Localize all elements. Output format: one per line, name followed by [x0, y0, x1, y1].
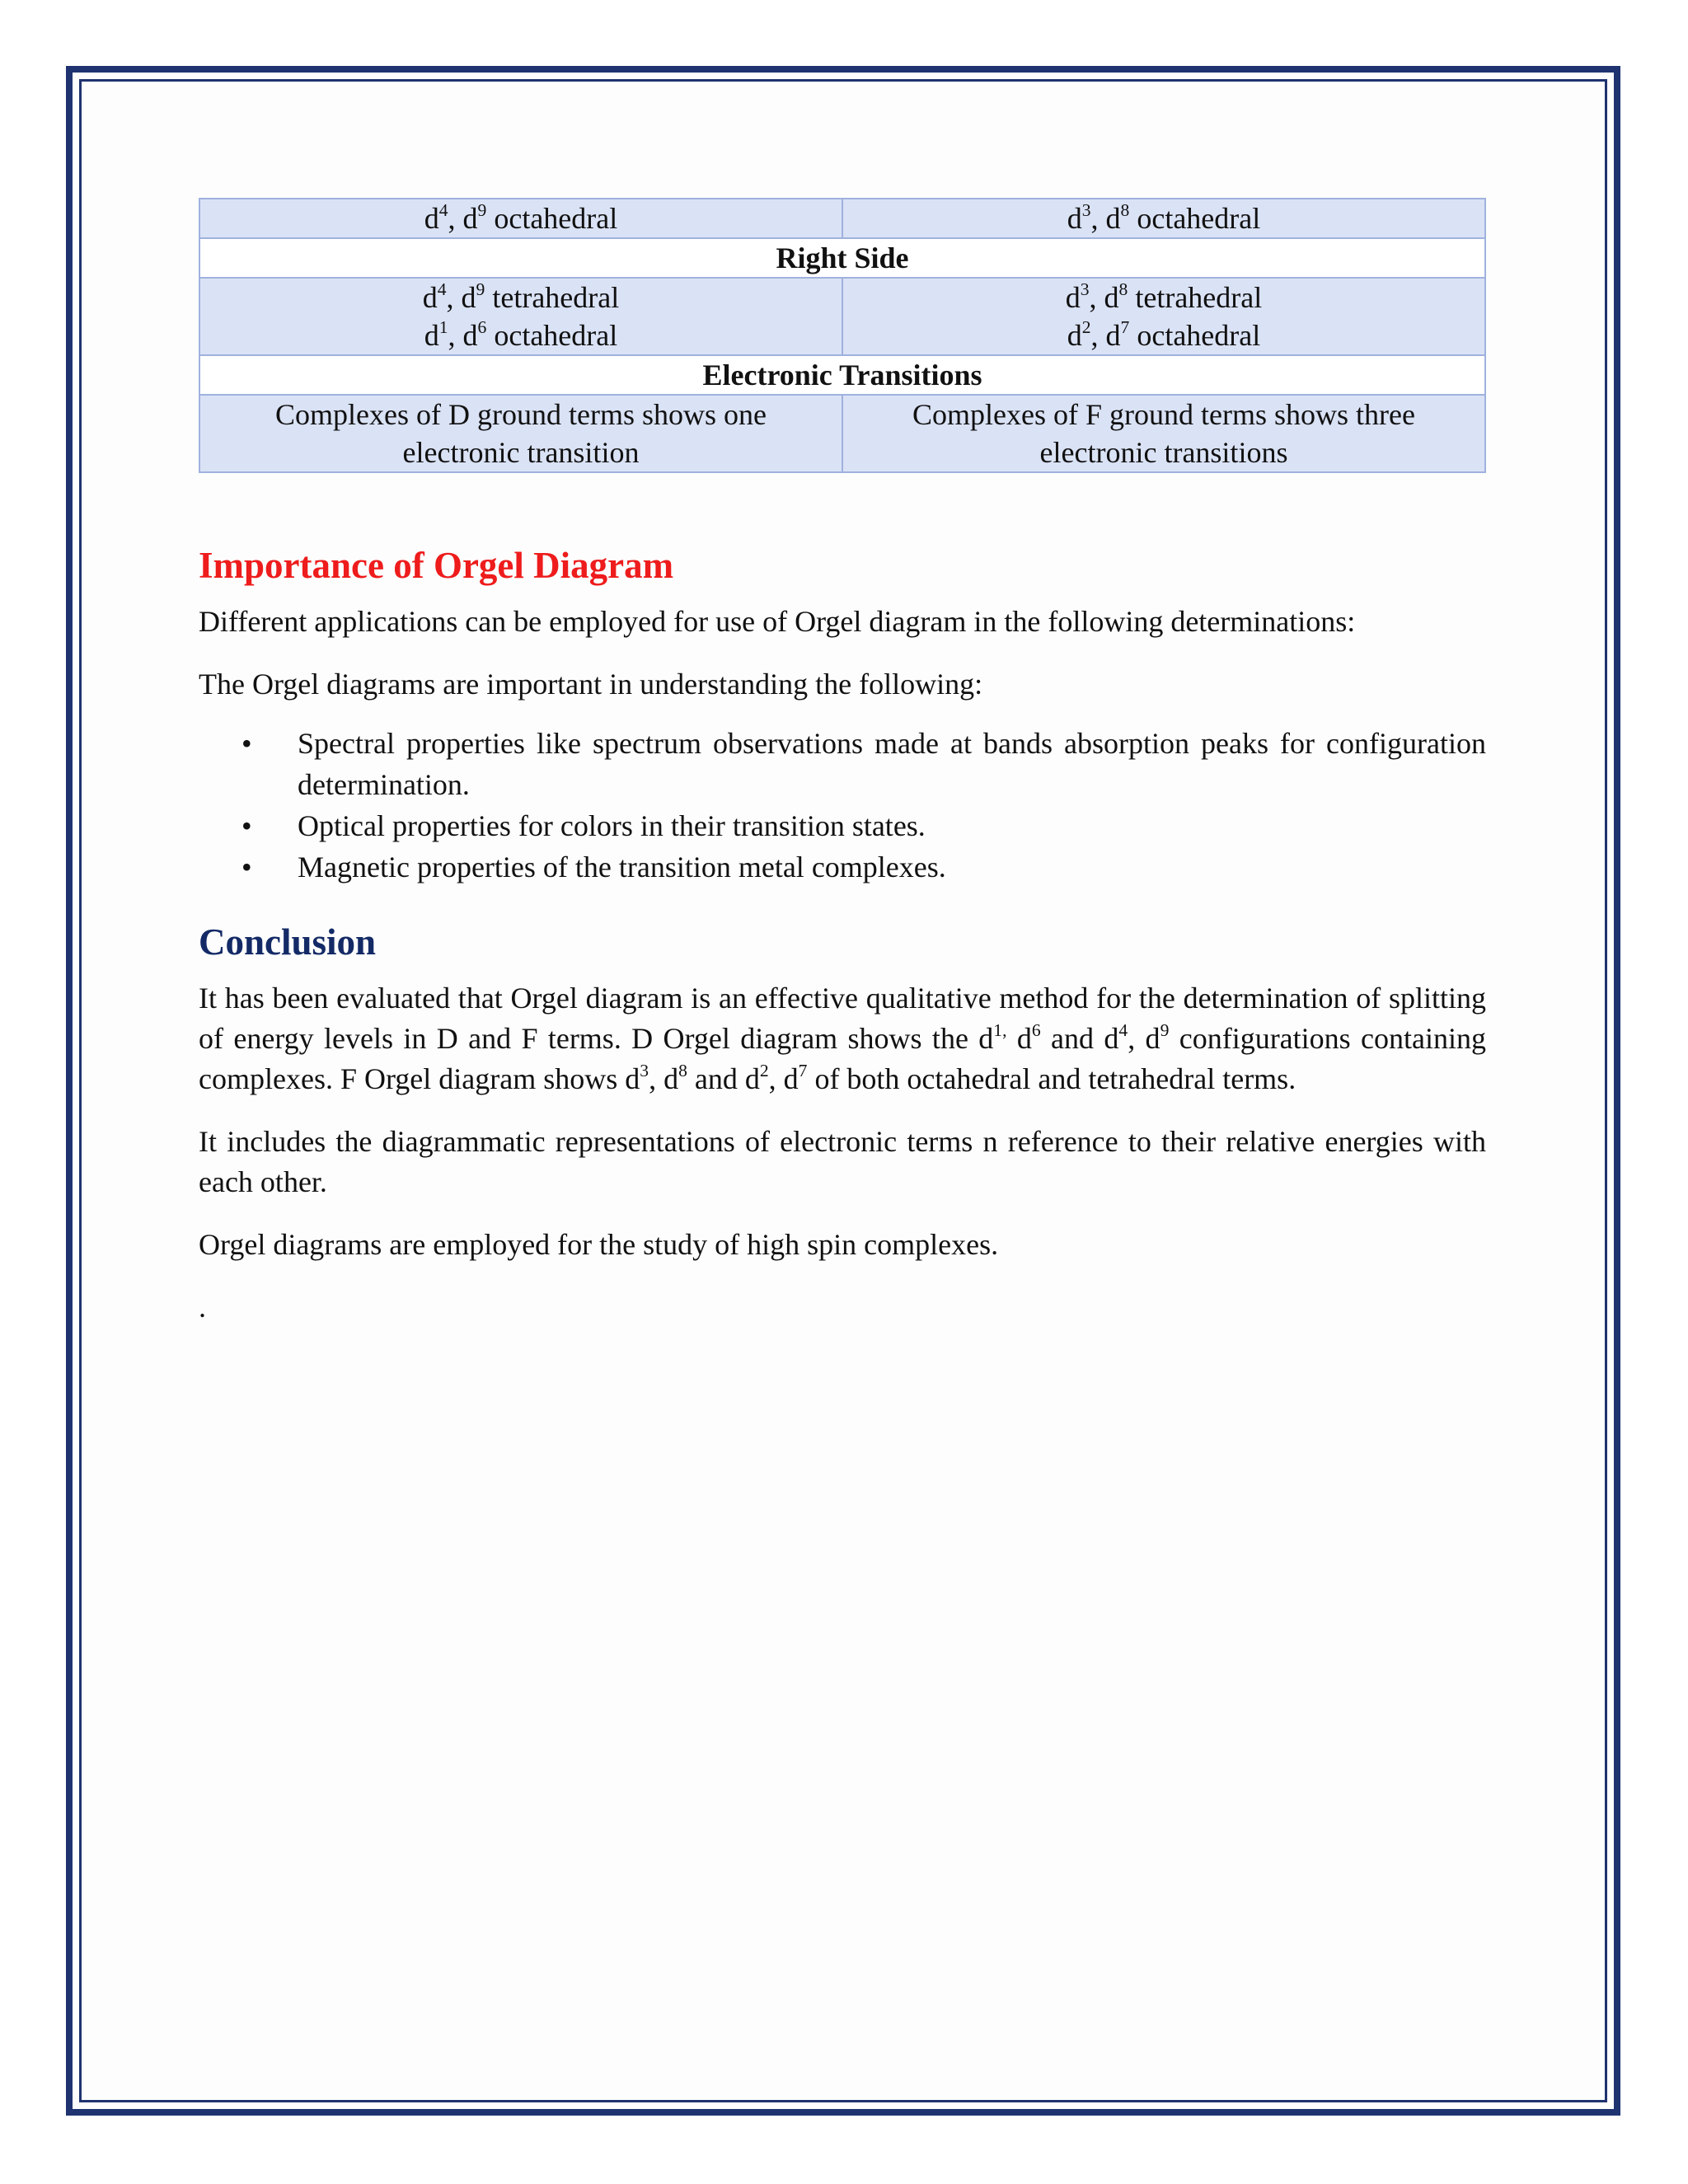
conclusion-paragraph-1: It has been evaluated that Orgel diagram is an effective qualitative method for the determination of splitting of energy levels in D and F terms. D Orgel diagram shows the $d^{1,}$ $d^6$ and $d^4$, $d^9$ configurations containing complexes. F Orgel diagram shows $d^3$, $d^8$ and $d^2$, $d^7$ of both octahedral and tetrahedral terms. — [199, 982, 1487, 1095]
table-cell-d-octahedral: $d^4$, $d^9$ octahedral — [199, 199, 842, 238]
table-line: $d^4$, $d^9$ tetrahedral — [422, 279, 620, 314]
table-line: $d^3$, $d^8$ tetrahedral — [1065, 279, 1263, 314]
table-heading-right-side: Right Side — [199, 238, 1485, 278]
bullet-icon: • — [241, 727, 252, 760]
table-row-octahedral — [199, 199, 1485, 238]
table-line: $d^1$, $d^6$ octahedral — [424, 316, 618, 352]
bullet-icon: • — [241, 809, 252, 842]
table-cell-d-right-side — [199, 278, 842, 355]
table-row-right-side-heading — [199, 238, 1485, 278]
list-item: • Spectral properties like spectrum observations made at bands absorption peaks for configuration determination. — [199, 723, 1486, 805]
document-content — [199, 198, 1486, 1328]
table-heading-electronic-transitions: Electronic Transitions — [199, 355, 1485, 395]
table-cell-d-transitions: Complexes of D ground terms shows one electronic transition — [199, 395, 842, 472]
table-cell-f-octahedral: $d^3$, $d^8$ octahedral — [842, 199, 1485, 238]
conclusion-paragraph-2: It includes the diagrammatic representations of electronic terms n reference to their relative energies with each other. — [199, 1125, 1486, 1198]
bullet-icon: • — [241, 851, 252, 883]
orgel-comparison-table — [199, 198, 1486, 473]
list-item: • Magnetic properties of the transition metal complexes. — [199, 846, 1486, 888]
importance-paragraph-2: The Orgel diagrams are important in understanding the following: — [199, 668, 983, 701]
trailing-dot: . — [199, 1291, 206, 1324]
importance-heading: Importance of Orgel Diagram — [199, 545, 674, 586]
conclusion-paragraph-3: Orgel diagrams are employed for the study of high spin complexes. — [199, 1228, 999, 1261]
importance-paragraph-1: Different applications can be employed for use of Orgel diagram in the following determinations: — [199, 605, 1356, 638]
table-row-electronic-heading — [199, 355, 1485, 395]
importance-bullet-list — [199, 723, 1486, 888]
conclusion-heading: Conclusion — [199, 921, 377, 963]
table-cell-f-transitions: Complexes of F ground terms shows three electronic transitions — [842, 395, 1485, 472]
table-row-transitions — [199, 395, 1485, 472]
table-cell-f-right-side — [842, 278, 1485, 355]
table-row-right-side — [199, 278, 1485, 355]
table-line: $d^2$, $d^7$ octahedral — [1067, 316, 1261, 352]
list-item: • Optical properties for colors in their transition states. — [199, 805, 1486, 846]
